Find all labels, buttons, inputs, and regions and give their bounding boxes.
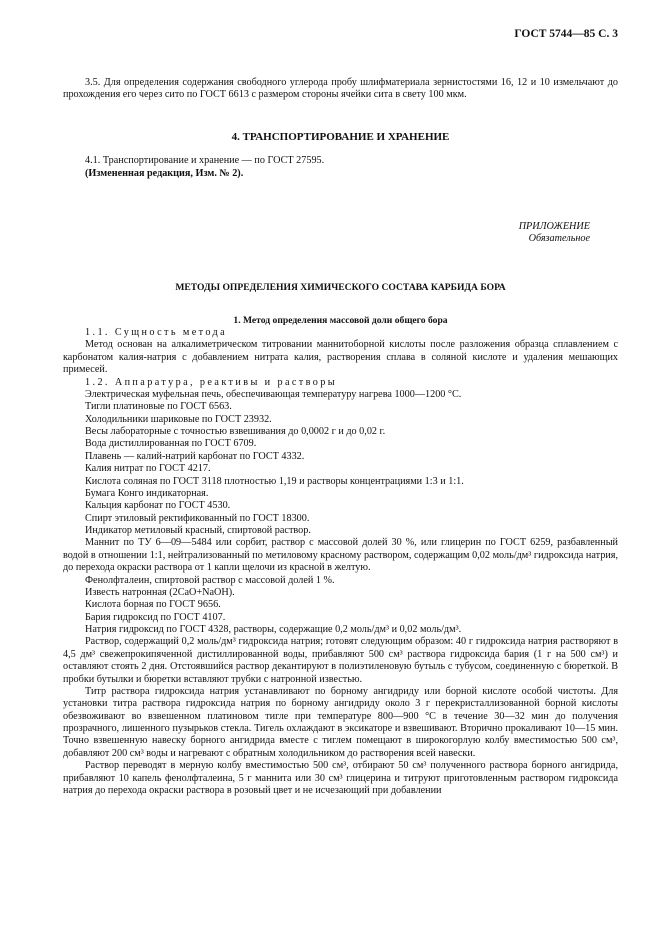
method-body: [63, 327, 618, 797]
method-1-heading: 1. Метод определения массовой доли общего бора: [233, 315, 448, 326]
section-4-heading: 4. ТРАНСПОРТИРОВАНИЕ И ХРАНЕНИЕ: [231, 131, 450, 143]
subsection-1-1-heading: 1.1. Сущность метода: [85, 327, 228, 338]
list-item: Калия нитрат по ГОСТ 4217.: [85, 463, 211, 475]
list-item: Фенолфталеин, спиртовой раствор с массовой долей 1 %.: [85, 574, 335, 586]
paragraph-3-5: 3.5. Для определения содержания свободного углерода пробу шлифматериала зернистостями 16, 12 и 10 измельчают до прохождения его через сито по ГОСТ 6613 с размером стороны ячейки сита в свету 100 мкм.: [63, 77, 618, 101]
list-item: Кальция карбонат по ГОСТ 4530.: [85, 500, 231, 512]
page-header: ГОСТ 5744—85 С. 3: [514, 28, 618, 40]
paragraph-last: Раствор переводят в мерную колбу вместимостью 500 см³, отбирают 50 см³ полученного раствора борного ангидрида, прибавляют 10 капель фенолфталеина, 5 г маннита или 30 см³ глицерина и титруют приготовленным раствором гидроксида натрия до перехода окраски раствора в розовый цвет и не исчезающий при добавлении: [63, 760, 618, 796]
list-item: Плавень — калий-натрий карбонат по ГОСТ 4332.: [85, 450, 305, 462]
paragraph-4-1: 4.1. Транспортирование и хранение — по ГОСТ 27595.: [85, 155, 325, 166]
list-item: Холодильники шариковые по ГОСТ 23932.: [85, 413, 272, 425]
list-item: Натрия гидроксид по ГОСТ 4328, растворы, содержащие 0,2 моль/дм³ и 0,02 моль/дм³.: [85, 624, 462, 635]
list-item: Бумага Конго индикаторная.: [85, 487, 209, 499]
paragraph-mannit: Маннит по ТУ 6—09—5484 или сорбит, раствор с массовой долей 30 %, или глицерин по ГОСТ 6259, разбавленный водой в отношении 1:1, нейтрализованный по метиловому красному раствором, содержащим 0,02 моль/дм³ гидроксида натрия, до перехода окраски раствора от 1 капли щелочи из красной в желтую.: [63, 537, 618, 574]
list-item: Кислота соляная по ГОСТ 3118 плотностью 1,19 и растворы концентрациями 1:3 и 1:1.: [85, 475, 464, 487]
appendix-label: ПРИЛОЖЕНИЕ: [518, 221, 590, 232]
list-item: Известь натронная (2CaO+NaOH).: [85, 586, 235, 598]
list-item: Кислота борная по ГОСТ 9656.: [85, 599, 221, 611]
list-item: Тигли платиновые по ГОСТ 6563.: [85, 401, 232, 413]
appendix-title: МЕТОДЫ ОПРЕДЕЛЕНИЯ ХИМИЧЕСКОГО СОСТАВА КАРБИДА БОРА: [175, 282, 506, 293]
subsection-1-2-heading: 1.2. Аппаратура, реактивы и растворы: [85, 376, 338, 388]
paragraph-solution: Раствор, содержащий 0,2 моль/дм³ гидроксида натрия; готовят следующим образом: 40 г гидроксида натрия растворяют в 4,5 дм³ свежепрокипяченной дистиллированной воды, прибавляют 500 см³ раствора гидроксида бария (1 г на 500 см³) и оставляют стоять 2 дня. Отстоявшийся раствор декантируют в полиэтиленовую бутыль с тубусом, соединенную с бюреткой. В пробки бутылки и бюретки вставляют трубки с натронной известью.: [63, 636, 618, 685]
paragraph-titr: Титр раствора гидроксида натрия устанавливают по борному ангидриду или борной кислоте особой чистоты. Для установки титра раствора гидроксида натрия по борному ангидриду около 3 г перекристаллизованной борной кислоты обезвоживают во взвешенном платиновом тигле при температуре 800—900 °С в течение 30—32 мин до получения прозрачного, лишенного пузырьков стекла. Тигель охлаждают в эксикаторе и взвешивают. Вторично прокаливают 10—15 мин. Точно взвешенную навеску борного ангидрида вместе с тиглем помещают в широкогорлую колбу вместимостью 500 см³, добавляют 200 см³ воды и нагревают с обратным холодильником до растворения всей навески.: [63, 685, 618, 759]
appendix-status: Обязательное: [528, 233, 590, 244]
list-item: Электрическая муфельная печь, обеспечивающая температуру нагрева 1000—1200 °С.: [85, 388, 462, 400]
list-item: Бария гидроксид по ГОСТ 4107.: [85, 611, 226, 623]
subsection-1-1-text: Метод основан на алкалиметрическом титровании маннитоборной кислоты после разложения образца сплавлением с карбонатом калия-натрия с добавлением нитрата калия, растворения сплава в соляной кислоте и удаления мешающих примесей.: [63, 339, 618, 376]
list-item: Вода дистиллированная по ГОСТ 6709.: [85, 438, 257, 450]
list-item: Индикатор метиловый красный, спиртовой раствор.: [85, 525, 311, 536]
list-item: Спирт этиловый ректификованный по ГОСТ 18300.: [85, 512, 310, 524]
amendment-note: (Измененная редакция, Изм. № 2).: [85, 168, 244, 179]
list-item: Весы лабораторные с точностью взвешивания до 0,0002 г и до 0,02 г.: [85, 426, 386, 437]
